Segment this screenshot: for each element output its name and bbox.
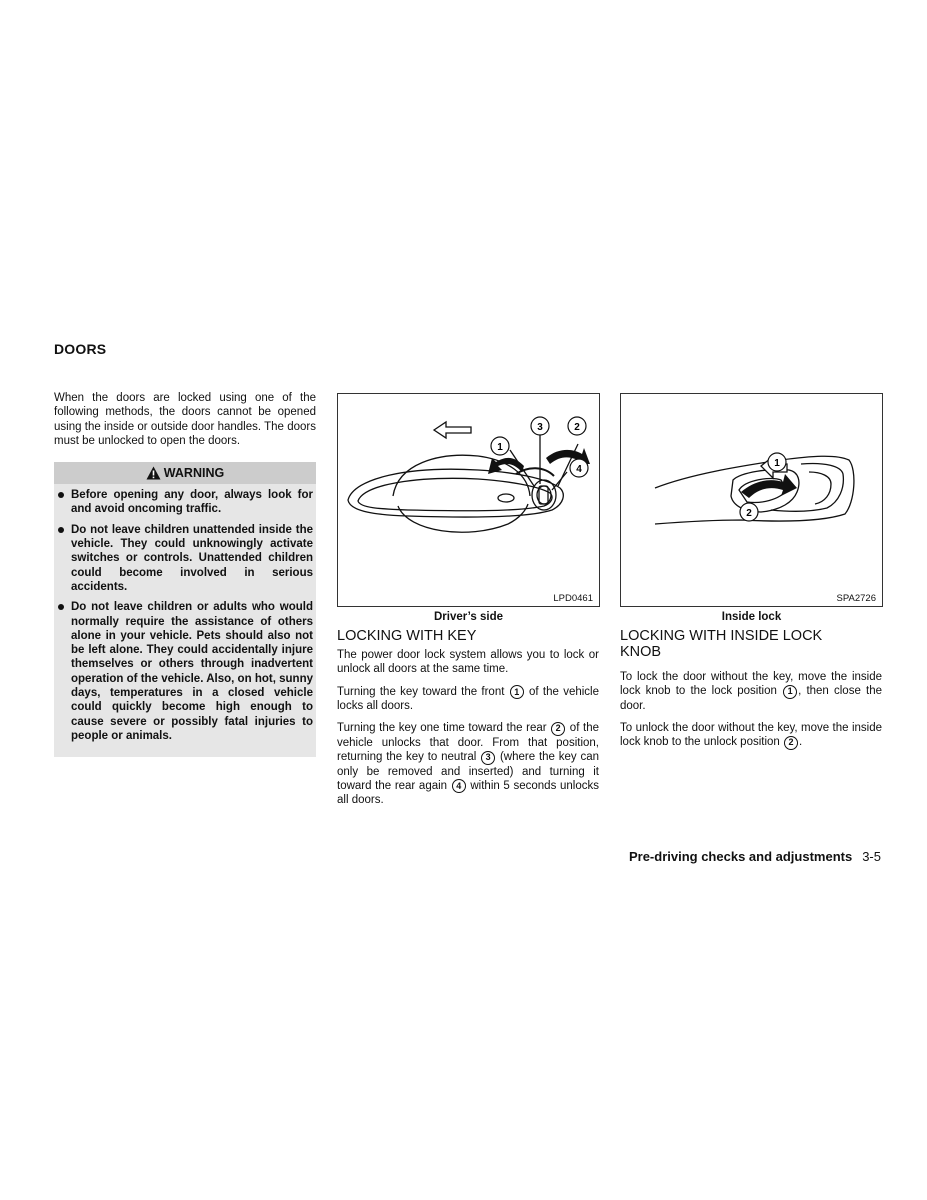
- warning-item-text: Do not leave children or adults who would normally require the assistance of others alone in your vehicle. Pets should also not be left alone. They could accidentally injure themselves or others through inadvertent operation of the vehicle. Also, on hot, sunny days, temperatures in a closed vehicle could quickly become high enough to cause severe or possibly fatal injuries to people or animals.: [71, 601, 313, 742]
- warning-item: [54, 523, 313, 594]
- circled-number: 2: [551, 722, 565, 736]
- figure-code: SPA2726: [836, 593, 876, 604]
- chapter-title: Pre-driving checks and adjustments: [628, 849, 853, 864]
- warning-item: [54, 488, 313, 517]
- figure-caption: Inside lock: [721, 611, 782, 623]
- warning-box: [54, 462, 316, 757]
- warning-label: WARNING: [163, 466, 225, 481]
- locking-with-key-text: [337, 648, 599, 816]
- page-number: 3-5: [862, 849, 881, 864]
- inside-lock-illustration: [621, 394, 882, 606]
- figure-drivers-side: [337, 393, 600, 607]
- bullet-icon: [58, 527, 64, 533]
- circled-number: 1: [510, 685, 524, 699]
- circled-number: 1: [783, 685, 797, 699]
- circled-number: 2: [784, 736, 798, 750]
- warning-list: [54, 484, 316, 743]
- heading-line: LOCKING WITH INSIDE LOCK: [620, 628, 823, 644]
- text: , then close the door.: [620, 685, 882, 712]
- paragraph: [337, 685, 599, 714]
- text: Turning the key one time toward the rear: [337, 722, 547, 735]
- section-title: DOORS: [54, 341, 107, 357]
- paragraph: The power door lock system allows you to lock or unlock all doors at the same time.: [337, 649, 599, 676]
- warning-item-text: Before opening any door, always look for and avoid oncoming traffic.: [71, 489, 313, 516]
- warning-item-text: Do not leave children unattended inside the vehicle. They could unknowingly activate switches or controls. Unattended children could become involved in serious accidents.: [71, 523, 313, 593]
- text: .: [799, 736, 803, 749]
- left-column: [54, 391, 316, 757]
- warning-item: [54, 600, 313, 743]
- text: To lock the door without the key, move the inside lock knob to the lock position: [620, 671, 882, 698]
- page-footer: [629, 849, 881, 864]
- figure-inside-lock: [620, 393, 883, 607]
- circled-number: 3: [481, 751, 495, 765]
- text: Turning the key toward the front: [337, 685, 505, 698]
- callout-2-label: 2: [746, 508, 752, 519]
- callout-2-label: 2: [574, 422, 580, 433]
- figure-caption: Driver’s side: [433, 611, 504, 623]
- warning-header: [54, 462, 316, 484]
- paragraph: [620, 670, 882, 713]
- paragraph: [620, 721, 882, 750]
- bullet-icon: [58, 604, 64, 610]
- text: of the vehicle locks all doors.: [337, 685, 599, 713]
- figure-code: LPD0461: [553, 593, 593, 604]
- circled-number: 4: [452, 779, 466, 793]
- paragraph: [337, 721, 599, 807]
- callout-3-label: 3: [537, 422, 543, 433]
- text: (where the key can only be removed and inserted) and turning it toward the rear again: [337, 751, 599, 792]
- bullet-icon: [58, 492, 64, 498]
- callout-1-label: 1: [774, 458, 780, 469]
- intro-paragraph: When the doors are locked using one of the following methods, the doors cannot be opened using the inside or outside door handles. The doors must be unlocked to open the doors.: [54, 392, 316, 447]
- text: within 5 seconds unlocks all doors.: [337, 779, 599, 807]
- text: To unlock the door without the key, move the inside lock knob to the unlock position: [620, 722, 882, 749]
- locking-with-knob-heading: [620, 628, 822, 660]
- callout-4-label: 4: [576, 464, 582, 475]
- warning-triangle-icon: [146, 466, 161, 480]
- locking-with-key-heading: LOCKING WITH KEY: [337, 628, 477, 644]
- door-handle-key-illustration: [338, 394, 599, 606]
- callout-1-label: 1: [497, 442, 503, 453]
- locking-with-knob-text: [620, 670, 882, 758]
- heading-line: KNOB: [620, 644, 662, 660]
- text: of the vehicle unlocks that door. From that position, returning the key to neutral: [337, 722, 599, 764]
